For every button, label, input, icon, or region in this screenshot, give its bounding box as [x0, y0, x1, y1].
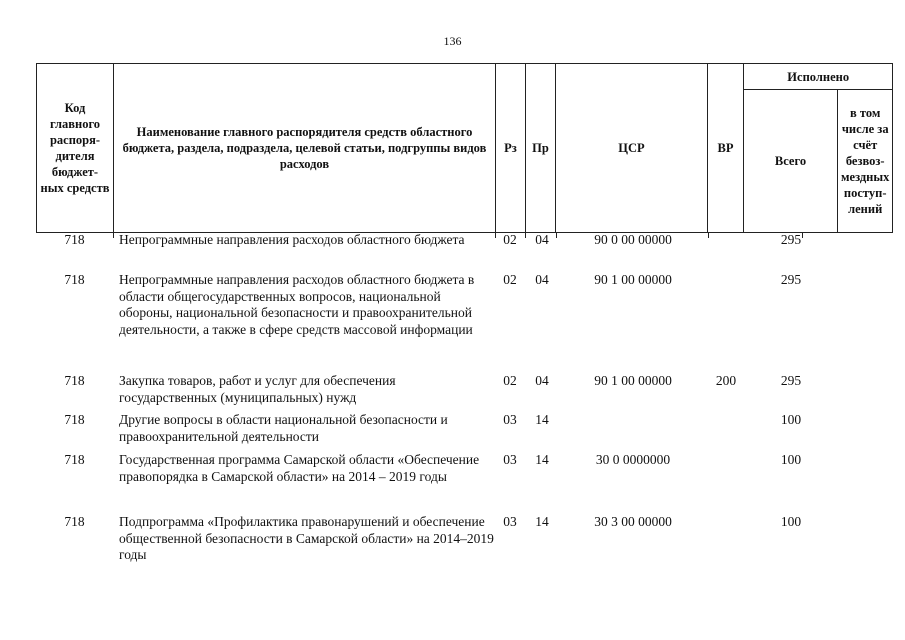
cell-total: 295: [780, 232, 802, 247]
cell-code: 718: [64, 514, 85, 529]
table-row: [36, 232, 888, 272]
cell-name: Закупка товаров, работ и услуг для обеспечения государственных (муниципальных) нужд: [119, 373, 396, 405]
cell-pr: 14: [535, 452, 549, 467]
page-number: 136: [443, 34, 462, 48]
table-row: [36, 452, 888, 514]
header-code: Код главного распоря- дителя бюджет- ных средств: [37, 64, 114, 233]
cell-code: 718: [64, 373, 85, 388]
cell-code: 718: [64, 232, 85, 247]
cell-pr: 14: [535, 514, 549, 529]
header-rz: Рз: [496, 64, 526, 233]
cell-rz: 03: [503, 412, 517, 427]
cell-code: 718: [64, 412, 85, 427]
cell-vr: 200: [715, 373, 737, 388]
cell-pr: 04: [535, 232, 549, 247]
cell-rz: 03: [503, 514, 517, 529]
cell-rz: 02: [503, 373, 517, 388]
cell-name: Непрограммные направления расходов областного бюджета: [119, 232, 465, 247]
cell-pr: 04: [535, 272, 549, 287]
cell-name: Непрограммные направления расходов областного бюджета в области общегосударственных вопросов, национальной обороны, национальной безопасности и правоохранительной деятельности, а также в сфере средств массовой информации: [119, 272, 475, 337]
cell-rz: 03: [503, 452, 517, 467]
cell-rz: 02: [503, 232, 517, 247]
table-row: [36, 373, 888, 412]
cell-total: 295: [780, 272, 802, 287]
header-name: Наименование главного распорядителя средств областного бюджета, раздела, подраздела, целевой статьи, подгруппы видов расходов: [114, 64, 496, 233]
header-incl-free: в том числе за счёт безвоз- мездных поступ- лений: [838, 90, 893, 233]
table-row: [36, 272, 888, 373]
cell-total: 295: [780, 373, 802, 388]
cell-total: 100: [780, 452, 802, 467]
cell-pr: 14: [535, 412, 549, 427]
table-body: [36, 232, 888, 574]
header-total: Всего: [744, 90, 838, 233]
cell-name: Другие вопросы в области национальной безопасности и правоохранительной деятельности: [119, 412, 448, 444]
header-vr: ВР: [708, 64, 744, 233]
cell-name: Государственная программа Самарской области «Обеспечение правопорядка в Самарской области» на 2014 – 2019 годы: [119, 452, 480, 484]
cell-pr: 04: [535, 373, 549, 388]
cell-csr: 30 0 0000000: [595, 452, 671, 467]
cell-total: 100: [780, 412, 802, 427]
table-header: [36, 63, 893, 233]
cell-total: 100: [780, 514, 802, 529]
cell-csr: 90 1 00 00000: [594, 373, 672, 388]
table-row: [36, 514, 888, 574]
cell-csr: 30 3 00 00000: [594, 514, 672, 529]
table-row: [36, 412, 888, 452]
header-pr: Пр: [526, 64, 556, 233]
cell-csr: 90 0 00 00000: [594, 232, 672, 247]
cell-rz: 02: [503, 272, 517, 287]
cell-code: 718: [64, 272, 85, 287]
cell-code: 718: [64, 452, 85, 467]
cell-name: Подпрограмма «Профилактика правонарушений и обеспечение общественной безопасности в Самарской области» на 2014–2019 годы: [119, 514, 494, 562]
header-executed: Исполнено: [744, 64, 893, 90]
header-csr: ЦСР: [556, 64, 708, 233]
cell-csr: 90 1 00 00000: [594, 272, 672, 287]
